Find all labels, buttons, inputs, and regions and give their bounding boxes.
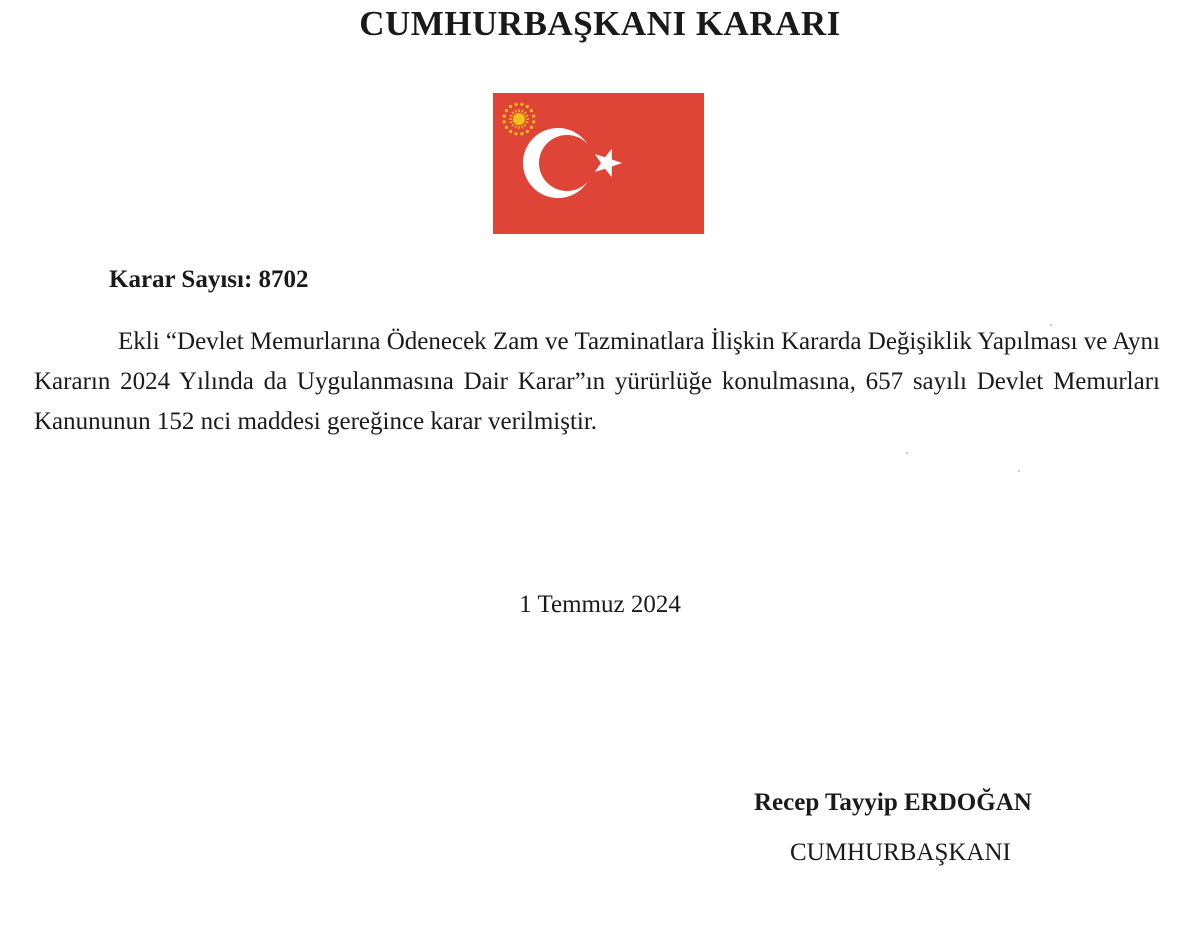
seal-star	[514, 103, 517, 106]
seal-star	[532, 114, 535, 117]
scan-speck	[1050, 324, 1052, 326]
signer-name: Recep Tayyip ERDOĞAN	[754, 789, 1032, 816]
seal-star	[503, 120, 506, 123]
document-title: CUMHURBAŞKANI KARARI	[359, 4, 841, 43]
flag-graphic	[493, 93, 704, 234]
crescent-inner	[539, 135, 595, 191]
scan-speck	[1018, 470, 1020, 472]
seal-star	[505, 126, 508, 129]
seal-star	[530, 109, 533, 112]
seal-sun	[513, 113, 525, 125]
seal-star	[514, 132, 517, 135]
seal-star	[509, 105, 512, 108]
decision-date: 1 Temmuz 2024	[519, 591, 681, 618]
seal-star	[530, 126, 533, 129]
seal-star	[520, 103, 523, 106]
signer-title: CUMHURBAŞKANI	[790, 839, 1011, 866]
decision-number: Karar Sayısı: 8702	[109, 266, 309, 293]
decision-body-text: Ekli “Devlet Memurlarına Ödenecek Zam ve Tazminatlara İlişkin Kararda Değişiklik Yapılması ve Aynı Kararın 2024 Yılında da Uygulanmasına Dair Karar”ın yürürlüğe konulmasına, 657 sayılı Devlet Memurları Kanununun 152 nci maddesi gereğince karar verilmiştir.	[34, 328, 1160, 435]
seal-star	[509, 130, 512, 133]
seal-star	[526, 130, 529, 133]
seal-star	[505, 109, 508, 112]
seal-star	[503, 114, 506, 117]
turkish-flag-icon	[493, 93, 704, 234]
seal-star	[520, 132, 523, 135]
seal-star	[532, 120, 535, 123]
seal-star	[526, 105, 529, 108]
scan-speck	[906, 452, 908, 454]
